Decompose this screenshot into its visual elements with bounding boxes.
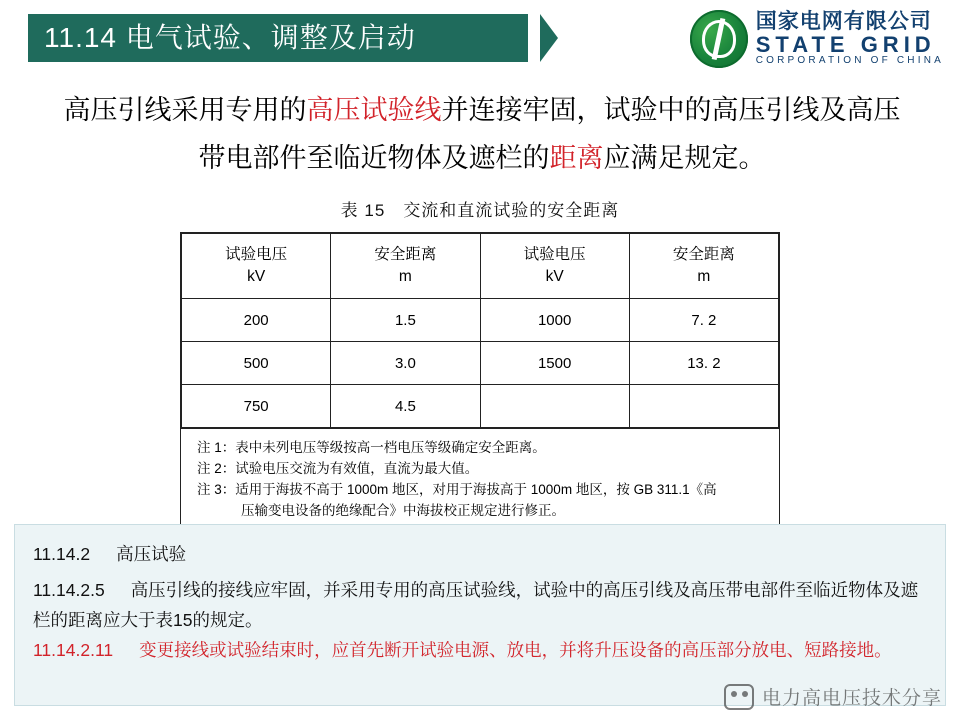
cell-distance-right-empty xyxy=(629,385,778,428)
header-line-2: 安全距离 xyxy=(374,246,437,263)
cell-distance-right: 7. 2 xyxy=(629,299,778,342)
cell-voltage-right: 1500 xyxy=(480,342,629,385)
table-header-cell-2 xyxy=(331,234,480,299)
header-unit-1: kV xyxy=(247,268,266,285)
table-row xyxy=(182,385,779,428)
clause-3 xyxy=(33,635,927,665)
table-caption-label: 表 15 xyxy=(340,201,386,220)
clause-1-text: 高压试验 xyxy=(116,544,187,564)
watermark-text: 电力高电压技术分享 xyxy=(761,688,942,709)
cell-distance-left: 4.5 xyxy=(331,385,480,428)
cell-distance-left: 3.0 xyxy=(331,342,480,385)
table-header-row xyxy=(182,234,779,299)
cell-voltage-right: 1000 xyxy=(480,299,629,342)
page-title: 11.14 电气试验、调整及启动 xyxy=(44,22,416,53)
clause-3-number: 11.14.2.11 xyxy=(33,640,114,660)
table-row xyxy=(182,299,779,342)
header-unit-4: m xyxy=(697,268,711,285)
header-unit-2: m xyxy=(398,268,412,285)
clause-1-number: 11.14.2 xyxy=(33,544,91,564)
banner-tail-shape xyxy=(540,14,558,62)
logo-company-en-sub: CORPORATION OF CHINA xyxy=(755,55,944,67)
lead-part-1: 高压引线采用专用的 xyxy=(63,95,307,125)
clause-2-number: 11.14.2.5 xyxy=(33,580,105,600)
lead-part-2: 并连接牢固，试验中的高压引线及高压带电部件至临近物体及遮栏的 xyxy=(198,95,901,173)
table-note-3: 注 3：适用于海拔不高于 1000m 地区，对用于海拔高于 1000m 地区，按 GB 311.1《高 xyxy=(197,482,717,497)
lead-highlight-1: 高压试验线 xyxy=(306,95,442,125)
cell-voltage-left: 500 xyxy=(182,342,331,385)
cell-distance-left: 1.5 xyxy=(331,299,480,342)
cell-distance-right: 13. 2 xyxy=(629,342,778,385)
header-line-4: 安全距离 xyxy=(672,246,735,263)
lead-part-3: 应满足规定。 xyxy=(603,143,766,173)
table-note-1: 注 1：表中未列电压等级按高一档电压等级确定安全距离。 xyxy=(197,440,546,455)
lead-paragraph xyxy=(52,86,912,182)
header-line-1: 试验电压 xyxy=(225,246,288,263)
table-header-cell-4 xyxy=(629,234,778,299)
safety-distance-table xyxy=(180,232,780,532)
cell-voltage-right-empty xyxy=(480,385,629,428)
table-header-cell-3 xyxy=(480,234,629,299)
watermark xyxy=(724,683,942,710)
clause-2 xyxy=(33,575,927,635)
section-title-banner xyxy=(28,14,528,62)
header-unit-3: kV xyxy=(545,268,564,285)
header-line-3: 试验电压 xyxy=(523,246,586,263)
slide-header xyxy=(0,0,960,78)
state-grid-logo xyxy=(690,10,944,68)
table-note-2: 注 2：试验电压交流为有效值，直流为最大值。 xyxy=(197,461,479,476)
logo-company-en: STATE GRID xyxy=(755,32,936,58)
clause-3-text: 变更接线或试验结束时，应首先断开试验电源、放电，并将升压设备的高压部分放电、短路接地。 xyxy=(139,640,892,660)
table-notes xyxy=(181,428,779,531)
wechat-icon xyxy=(724,684,754,710)
cell-voltage-left: 750 xyxy=(182,385,331,428)
table-caption xyxy=(0,196,960,221)
clause-2-text: 高压引线的接线应牢固，并采用专用的高压试验线，试验中的高压引线及高压带电部件至临近物体及遮栏的距离应大于表15的规定。 xyxy=(33,580,919,630)
standard-quote-box xyxy=(14,524,946,706)
table-header-cell-1 xyxy=(182,234,331,299)
cell-voltage-left: 200 xyxy=(182,299,331,342)
clause-1 xyxy=(33,539,927,569)
logo-company-cn: 国家电网有限公司 xyxy=(755,10,932,34)
table-caption-title: 交流和直流试验的安全距离 xyxy=(403,201,620,220)
table-row xyxy=(182,342,779,385)
state-grid-emblem-icon xyxy=(690,10,748,68)
table-note-3-cont: 压输变电设备的绝缘配合》中海拔校正规定进行修正。 xyxy=(241,503,565,518)
lead-highlight-2: 距离 xyxy=(549,143,604,173)
logo-text-block xyxy=(756,11,944,67)
